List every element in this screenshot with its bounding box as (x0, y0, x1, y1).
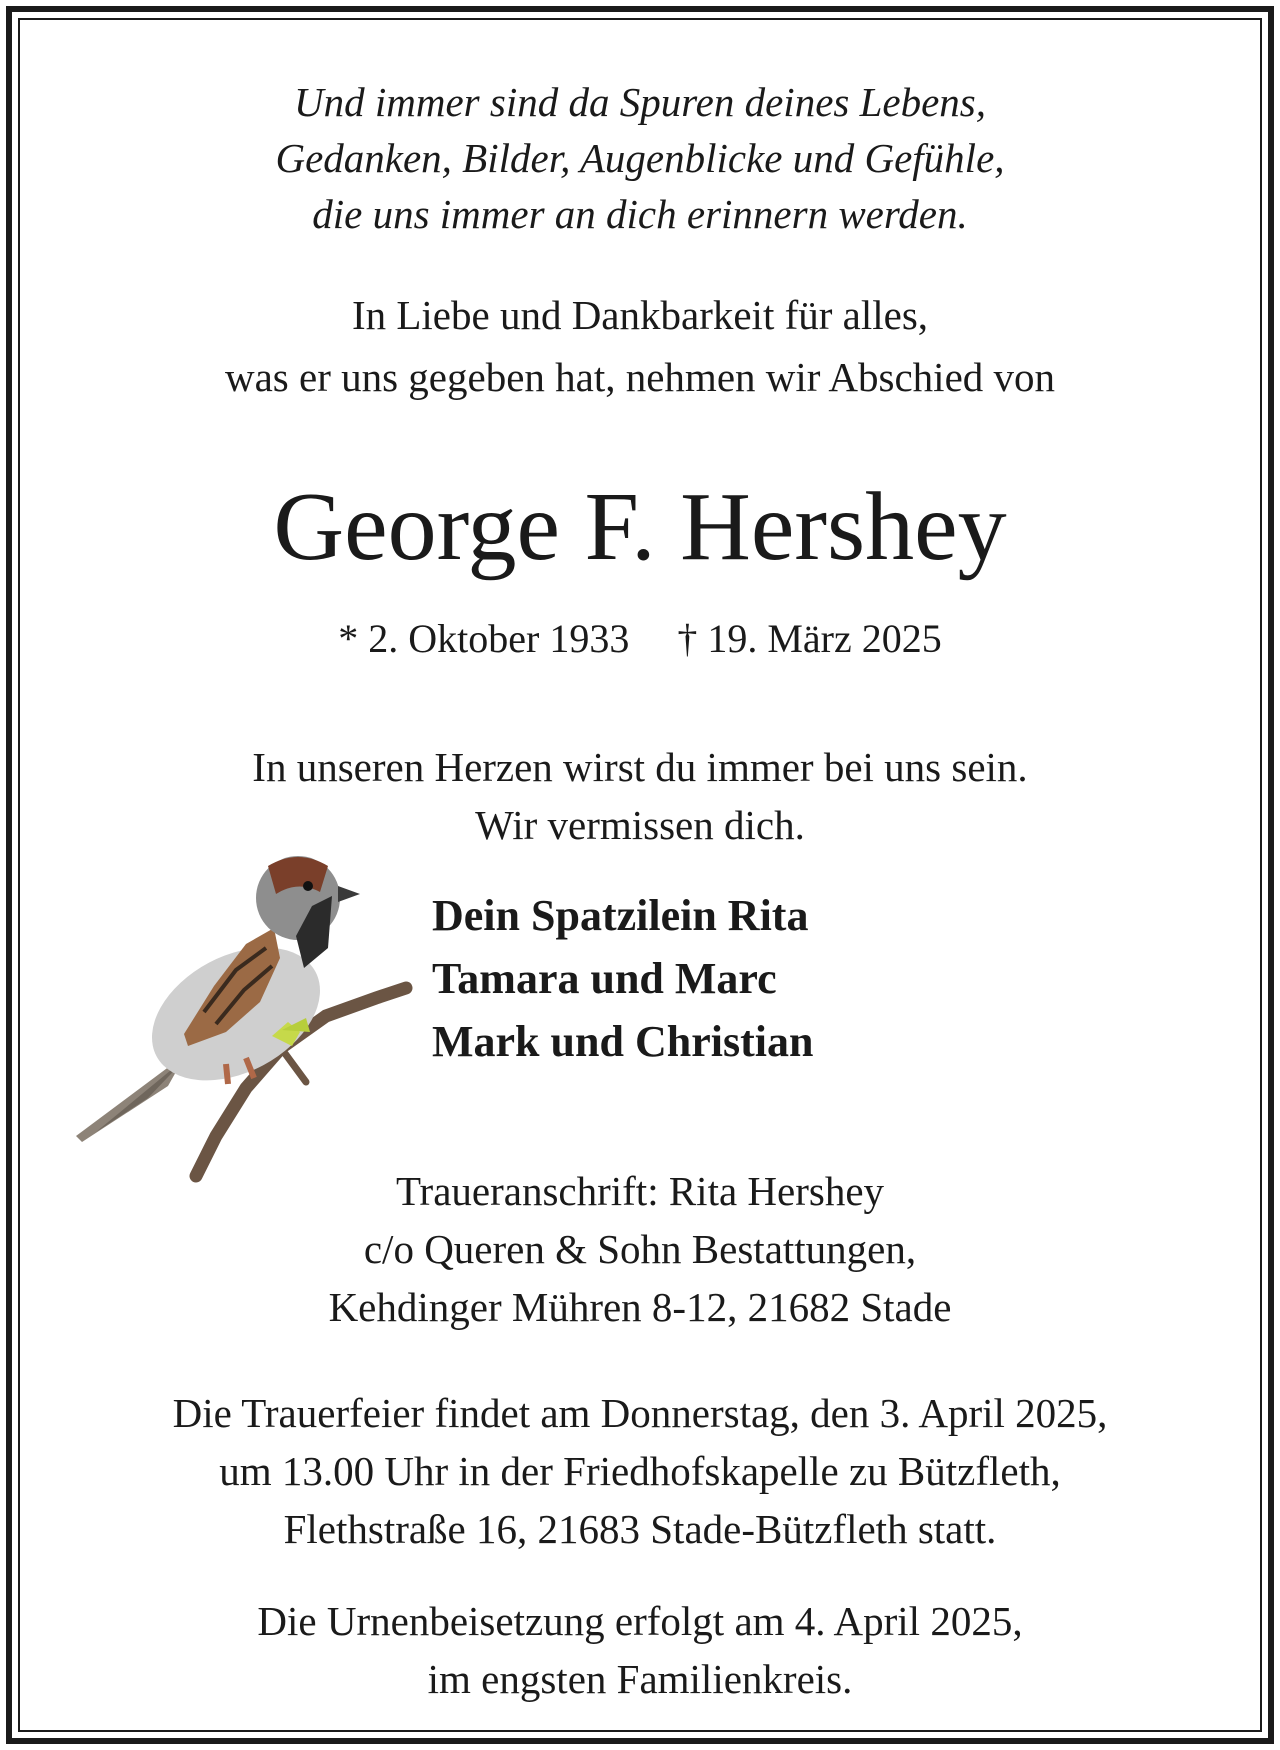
address-line-2: c/o Queren & Sohn Bestattungen, (363, 1226, 917, 1272)
heart-line-1: In unseren Herzen wirst du immer bei uns sein. (252, 744, 1028, 790)
life-dates (0, 614, 1280, 664)
motto-line-3: die uns immer an dich erinnern werden. (312, 191, 968, 237)
intro-line-2: was er uns gegeben hat, nehmen wir Abschied von (224, 354, 1056, 400)
motto-line-2: Gedanken, Bilder, Augenblicke und Gefühle, (275, 135, 1005, 181)
urn-line-1: Die Urnenbeisetzung erfolgt am 4. April 2025, (257, 1598, 1023, 1644)
birth-date: * 2. Oktober 1933 (338, 616, 630, 661)
address-line-3: Kehdinger Mühren 8-12, 21682 Stade (328, 1284, 952, 1330)
motto-line-1: Und immer sind da Spuren deines Lebens, (294, 79, 986, 125)
urn-line-2: im engsten Familienkreis. (427, 1656, 853, 1702)
heart-line-2: Wir vermissen dich. (475, 802, 805, 848)
family-line-1: Dein Spatzilein Rita (432, 891, 809, 940)
death-date: † 19. März 2025 (677, 616, 942, 661)
deceased-name: George F. Hershey (273, 473, 1007, 581)
family-line-3: Mark und Christian (432, 1017, 814, 1066)
intro-line-1: In Liebe und Dankbarkeit für alles, (351, 292, 929, 338)
family-line-2: Tamara und Marc (432, 954, 777, 1003)
sparrow-icon (76, 836, 416, 1186)
service-line-1: Die Trauerfeier findet am Donnerstag, den 3. April 2025, (172, 1390, 1108, 1436)
service-line-3: Flethstraße 16, 21683 Stade-Bützfleth statt. (283, 1506, 997, 1552)
address-line-1: Traueranschrift: Rita Hershey (395, 1168, 885, 1214)
service-line-2: um 13.00 Uhr in der Friedhofskapelle zu Bützfleth, (219, 1448, 1061, 1494)
